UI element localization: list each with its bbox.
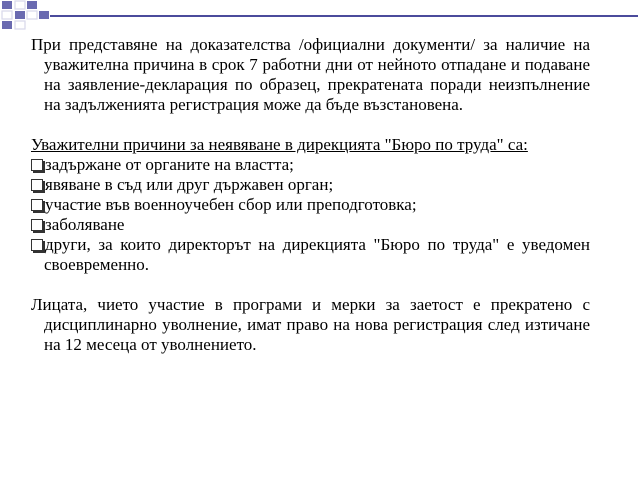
deco-square <box>39 11 49 19</box>
paragraph-restoration: При представяне на доказателства /официални документи/ за наличие на уважителна причина в срок 7 работни дни от нейното отпадане и подаване на заявление-декларация по образец, прекратената поради неизпълнение на задълженията регистрация може да бъде възстановена. <box>31 35 590 114</box>
list-item-text: участие във военноучебен сбор или преподготовка; <box>45 195 417 214</box>
deco-square <box>15 11 25 19</box>
list-item-text: явяване в съд или друг държавен орган; <box>45 175 334 194</box>
reasons-heading-text: Уважителни причини за неявяване в дирекцията "Бюро по труда" са: <box>31 135 528 154</box>
hollow-square-shadow-icon <box>31 179 43 191</box>
paragraph-dismissal: Лицата, чието участие в програми и мерки за заетост е прекратено с дисциплинарно уволнение, имат право на нова регистрация след изтичане на 12 месеца от уволнението. <box>31 295 590 354</box>
reasons-heading <box>31 135 590 155</box>
list-item-text: други, за които директорът на дирекцията "Бюро по труда" е уведомен своевременно. <box>44 235 590 274</box>
hollow-square-shadow-icon <box>31 199 43 211</box>
deco-square <box>27 11 37 19</box>
list-item <box>31 175 590 195</box>
reasons-list <box>31 155 590 275</box>
deco-square <box>27 1 37 9</box>
hollow-square-shadow-icon <box>31 159 43 171</box>
list-item <box>31 195 590 215</box>
list-item <box>31 215 590 235</box>
list-item-text: заболяване <box>45 215 125 234</box>
spacer <box>31 115 590 135</box>
slide-body <box>31 35 590 355</box>
header-rule <box>50 15 638 17</box>
deco-square <box>15 21 25 29</box>
spacer <box>31 275 590 295</box>
deco-square <box>2 21 12 29</box>
deco-square <box>15 1 25 9</box>
deco-square <box>2 11 12 19</box>
deco-square <box>2 1 12 9</box>
list-item <box>31 235 590 275</box>
hollow-square-shadow-icon <box>31 219 43 231</box>
hollow-square-shadow-icon <box>31 239 43 251</box>
list-item-text: задържане от органите на властта; <box>45 155 294 174</box>
list-item <box>31 155 590 175</box>
corner-squares-decoration <box>0 0 52 30</box>
